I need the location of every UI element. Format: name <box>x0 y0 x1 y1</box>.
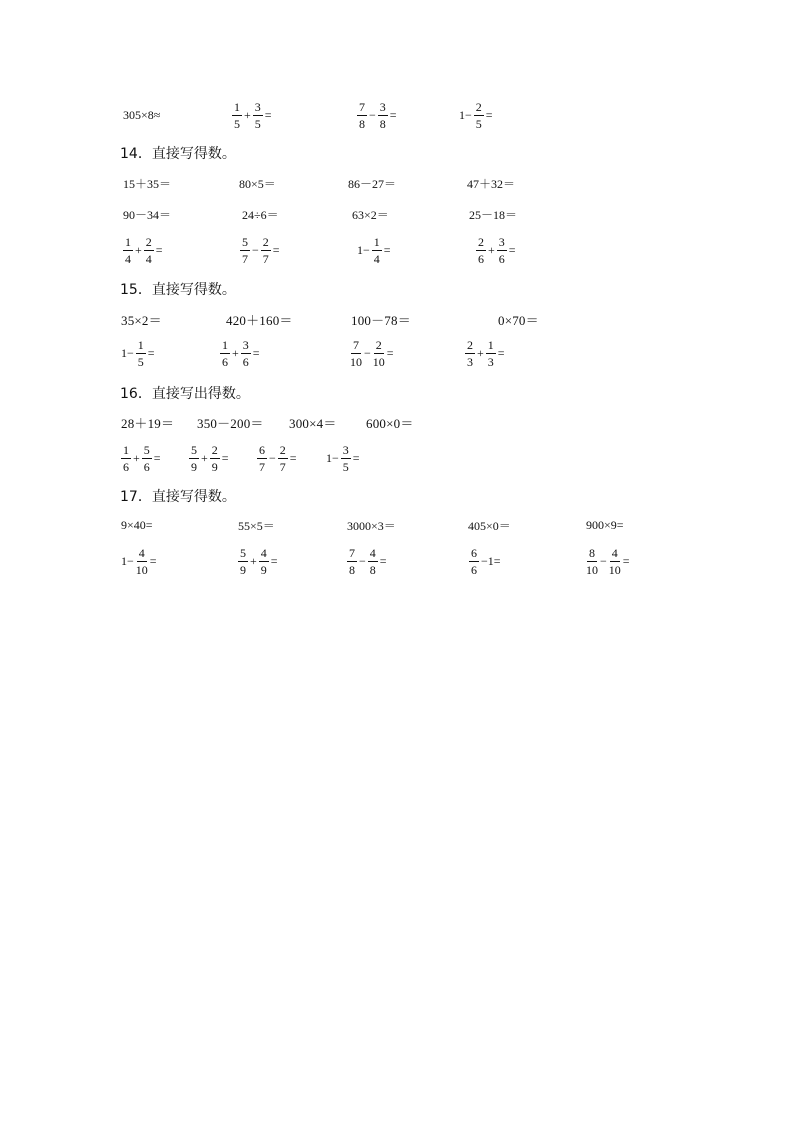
denominator: 6 <box>143 459 150 474</box>
denominator: 6 <box>123 459 129 474</box>
expression-text: 28＋19＝ <box>121 415 175 431</box>
denominator: 10 <box>135 562 148 577</box>
fraction <box>261 236 271 265</box>
fraction <box>136 547 148 576</box>
numerator: 3 <box>498 234 505 249</box>
fraction <box>486 339 496 368</box>
denominator: 7 <box>279 459 286 474</box>
denominator: 7 <box>259 459 265 474</box>
fraction <box>253 101 263 130</box>
exercise <box>120 402 175 442</box>
denominator: 3 <box>467 354 473 369</box>
expression-text: 86－27＝ <box>348 176 397 191</box>
numerator: 3 <box>342 442 349 457</box>
expression-text: 405×0＝ <box>468 518 511 533</box>
exercise <box>120 438 162 478</box>
exercise <box>585 505 625 545</box>
expression-text: 420＋160＝ <box>226 312 293 328</box>
exercise <box>241 194 280 234</box>
expression-text: = <box>386 345 394 360</box>
numerator: 1 <box>125 234 131 249</box>
exercise <box>464 333 506 373</box>
fraction <box>378 101 388 130</box>
exercise <box>585 541 631 581</box>
fraction <box>357 101 367 130</box>
exercise <box>256 438 298 478</box>
expression-text: 600×0＝ <box>366 415 414 431</box>
expression-text: 1− <box>326 450 339 465</box>
expression-text: = <box>155 242 163 257</box>
fraction <box>609 547 621 576</box>
exercise <box>325 438 361 478</box>
fraction <box>368 547 378 576</box>
section-title: 16．直接写出得数。 <box>120 386 250 402</box>
denominator: 8 <box>359 116 365 131</box>
exercise <box>458 95 494 135</box>
expression-text: = <box>383 242 391 257</box>
denominator: 4 <box>145 251 152 266</box>
exercise-row <box>0 402 794 442</box>
expression-text: + <box>244 107 251 122</box>
exercise <box>349 333 395 373</box>
expression-text: 9×40= <box>121 517 153 532</box>
fraction <box>121 444 131 473</box>
fraction <box>278 444 288 473</box>
denominator: 9 <box>240 562 246 577</box>
numerator: 4 <box>138 545 145 560</box>
fraction <box>240 236 250 265</box>
expression-text: = <box>272 242 280 257</box>
denominator: 4 <box>125 251 131 266</box>
exercise <box>120 333 156 373</box>
numerator: 6 <box>471 545 477 560</box>
expression-text: + <box>135 242 142 257</box>
numerator: 5 <box>242 234 248 249</box>
fraction <box>474 101 484 130</box>
expression-text: = <box>153 450 161 465</box>
exercise <box>239 230 281 270</box>
exercise-row <box>0 194 794 234</box>
exercise <box>468 541 502 581</box>
fraction <box>586 547 598 576</box>
expression-text: = <box>270 553 278 568</box>
exercise-row <box>0 230 794 270</box>
numerator: 2 <box>475 99 482 114</box>
expression-text: 55×5＝ <box>238 518 275 533</box>
fraction <box>259 547 269 576</box>
numerator: 2 <box>262 234 269 249</box>
denominator: 6 <box>471 562 477 577</box>
numerator: 2 <box>279 442 286 457</box>
exercise <box>351 194 390 234</box>
denominator: 9 <box>260 562 267 577</box>
expression-text: − <box>369 107 376 122</box>
exercise <box>468 194 518 234</box>
denominator: 5 <box>475 116 482 131</box>
exercise <box>120 541 158 581</box>
section-title: 14．直接写得数。 <box>120 146 236 162</box>
numerator: 7 <box>349 545 355 560</box>
expression-text: −1= <box>481 553 501 568</box>
fraction <box>257 444 267 473</box>
expression-text: = <box>497 345 505 360</box>
fraction <box>189 444 199 473</box>
expression-text: 24÷6＝ <box>242 207 279 222</box>
denominator: 8 <box>349 562 355 577</box>
expression-text: 305×8≈ <box>123 107 161 122</box>
expression-text: + <box>250 553 257 568</box>
expression-text: + <box>477 345 484 360</box>
expression-text: 350－200＝ <box>197 415 264 431</box>
denominator: 10 <box>372 354 385 369</box>
expression-text: 80×5＝ <box>239 176 276 191</box>
fraction <box>136 339 146 368</box>
expression-text: + <box>232 345 239 360</box>
exercise <box>475 230 517 270</box>
exercise <box>122 194 172 234</box>
expression-text: − <box>252 242 259 257</box>
numerator: 2 <box>211 442 218 457</box>
expression-text: 0×70＝ <box>498 312 539 328</box>
expression-text: + <box>133 450 140 465</box>
numerator: 8 <box>589 545 595 560</box>
denominator: 9 <box>191 459 197 474</box>
expression-text: = <box>252 345 260 360</box>
fraction <box>123 236 133 265</box>
numerator: 1 <box>373 234 380 249</box>
denominator: 5 <box>342 459 349 474</box>
section-title: 15．直接写得数。 <box>120 282 236 298</box>
expression-text: = <box>221 450 229 465</box>
numerator: 6 <box>259 442 265 457</box>
fraction <box>373 339 385 368</box>
fraction <box>238 547 248 576</box>
expression-text: = <box>389 107 397 122</box>
denominator: 5 <box>254 116 261 131</box>
numerator: 7 <box>353 337 359 352</box>
expression-text: + <box>488 242 495 257</box>
expression-text: 1− <box>459 107 472 122</box>
denominator: 5 <box>137 354 144 369</box>
expression-text: 15＋35＝ <box>123 176 172 191</box>
fraction <box>232 101 242 130</box>
expression-text: 63×2＝ <box>352 207 389 222</box>
numerator: 5 <box>143 442 150 457</box>
expression-text: 1− <box>121 345 134 360</box>
numerator: 3 <box>254 99 261 114</box>
fraction <box>210 444 220 473</box>
expression-text: 47＋32＝ <box>467 176 516 191</box>
exercise <box>188 438 230 478</box>
expression-text: = <box>289 450 297 465</box>
fraction <box>347 547 357 576</box>
numerator: 2 <box>467 337 473 352</box>
fraction <box>372 236 382 265</box>
fraction <box>469 547 479 576</box>
denominator: 7 <box>242 251 248 266</box>
expression-text: = <box>147 345 155 360</box>
exercise-row <box>0 541 794 581</box>
fraction <box>350 339 362 368</box>
denominator: 8 <box>369 562 376 577</box>
fraction <box>497 236 507 265</box>
fraction <box>341 444 351 473</box>
numerator: 1 <box>123 442 129 457</box>
expression-text: 90－34＝ <box>123 207 172 222</box>
numerator: 1 <box>487 337 494 352</box>
expression-text: 1− <box>357 242 370 257</box>
exercise-row <box>0 438 794 478</box>
numerator: 5 <box>240 545 246 560</box>
exercise <box>288 402 338 442</box>
expression-text: 900×9= <box>586 517 624 532</box>
denominator: 5 <box>234 116 240 131</box>
fraction <box>241 339 251 368</box>
numerator: 4 <box>611 545 618 560</box>
denominator: 9 <box>211 459 218 474</box>
exercise <box>231 95 273 135</box>
exercise-row <box>0 95 794 135</box>
denominator: 10 <box>350 354 362 369</box>
denominator: 6 <box>498 251 505 266</box>
exercise <box>120 505 154 545</box>
numerator: 4 <box>260 545 267 560</box>
expression-text: = <box>264 107 272 122</box>
numerator: 2 <box>478 234 484 249</box>
fraction <box>142 444 152 473</box>
expression-text: 1− <box>121 553 134 568</box>
expression-text: = <box>379 553 387 568</box>
denominator: 7 <box>262 251 269 266</box>
numerator: 2 <box>145 234 152 249</box>
numerator: 3 <box>242 337 249 352</box>
expression-text: = <box>485 107 493 122</box>
exercise-row <box>0 333 794 373</box>
denominator: 10 <box>608 562 621 577</box>
numerator: 3 <box>379 99 386 114</box>
exercise <box>356 230 392 270</box>
section-title: 17．直接写得数。 <box>120 489 236 505</box>
exercise <box>196 402 265 442</box>
denominator: 4 <box>373 251 380 266</box>
exercise <box>122 230 164 270</box>
expression-text: = <box>622 553 630 568</box>
expression-text: − <box>600 553 607 568</box>
expression-text: − <box>359 553 366 568</box>
expression-text: 300×4＝ <box>289 415 337 431</box>
denominator: 6 <box>478 251 484 266</box>
denominator: 3 <box>487 354 494 369</box>
expression-text: − <box>269 450 276 465</box>
exercise <box>237 541 279 581</box>
exercise <box>219 333 261 373</box>
denominator: 6 <box>222 354 228 369</box>
expression-text: = <box>149 553 157 568</box>
expression-text: 25－18＝ <box>469 207 518 222</box>
numerator: 2 <box>375 337 382 352</box>
numerator: 1 <box>137 337 144 352</box>
numerator: 1 <box>222 337 228 352</box>
expression-text: = <box>508 242 516 257</box>
exercise-row <box>0 505 794 545</box>
denominator: 8 <box>379 116 386 131</box>
expression-text: 100－78＝ <box>351 312 411 328</box>
exercise <box>365 402 415 442</box>
numerator: 5 <box>191 442 197 457</box>
exercise <box>122 95 161 135</box>
fraction <box>465 339 475 368</box>
denominator: 6 <box>242 354 249 369</box>
numerator: 4 <box>369 545 376 560</box>
expression-text: − <box>364 345 371 360</box>
numerator: 1 <box>234 99 240 114</box>
exercise <box>346 541 388 581</box>
exercise <box>467 505 512 545</box>
fraction <box>476 236 486 265</box>
expression-text: = <box>352 450 360 465</box>
fraction <box>144 236 154 265</box>
exercise <box>356 95 398 135</box>
exercise <box>346 505 397 545</box>
expression-text: 35×2＝ <box>121 312 162 328</box>
numerator: 7 <box>359 99 365 114</box>
expression-text: + <box>201 450 208 465</box>
exercise <box>237 505 276 545</box>
fraction <box>220 339 230 368</box>
denominator: 10 <box>586 562 598 577</box>
expression-text: 3000×3＝ <box>347 518 396 533</box>
